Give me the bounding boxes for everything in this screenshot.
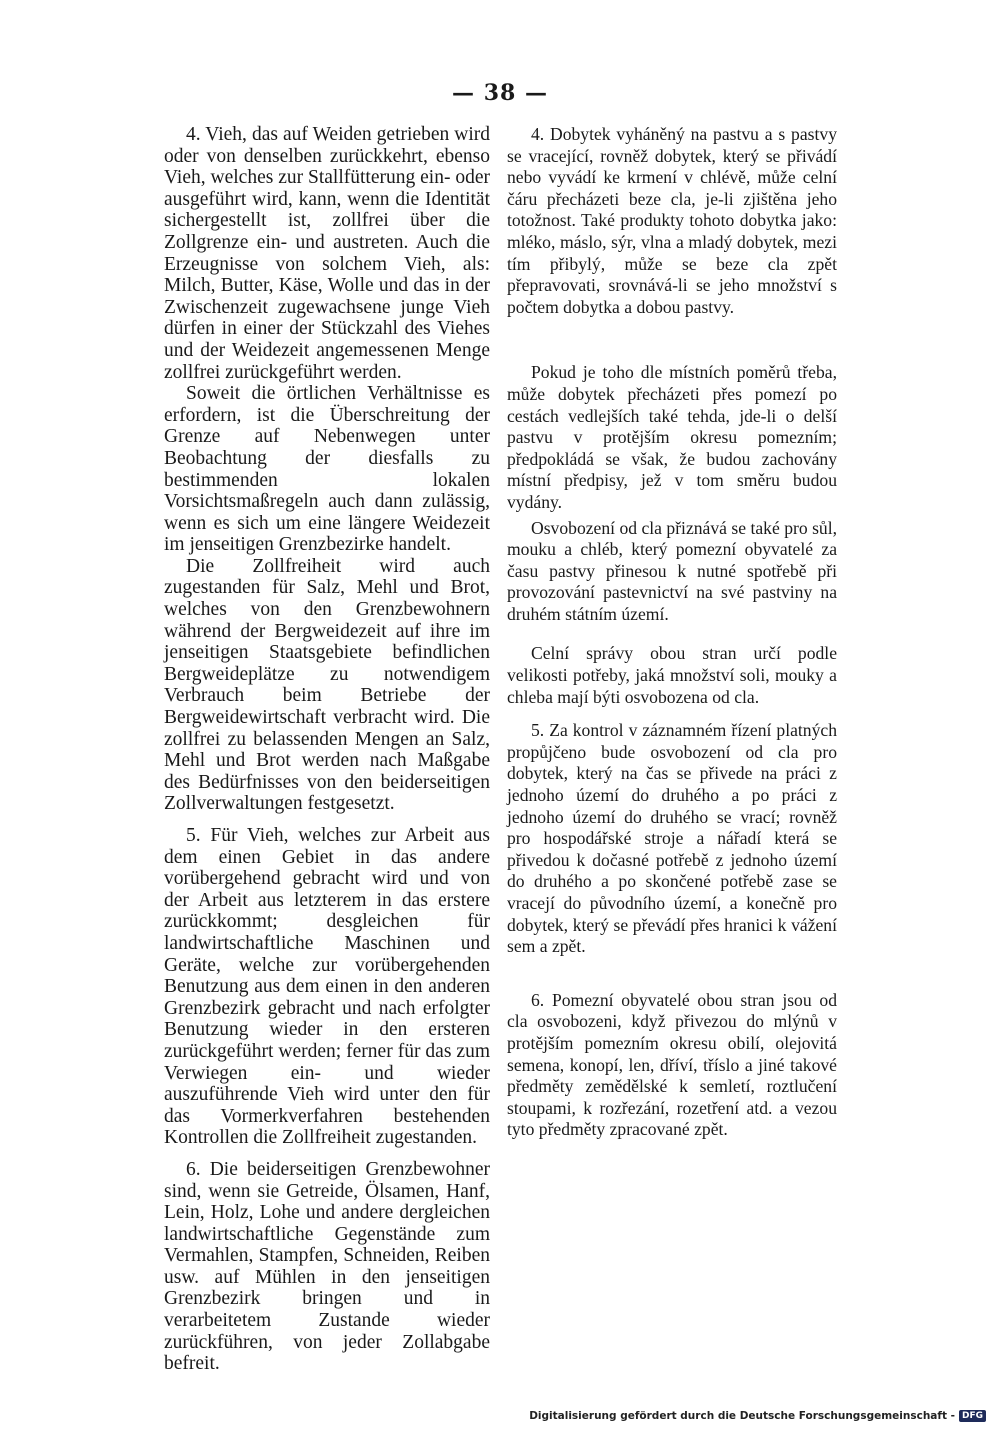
footer-credit: Digitalisierung gefördert durch die Deutsche Forschungsgemeinschaft - (529, 1410, 955, 1422)
german-paragraph-pasture-paths: Soweit die örtlichen Verhältnisse es erfordern, ist die Überschreitung der Grenze auf Nebenwegen unter Beobachtung der diesfalls zu bestimmenden lokalen Vorsichtsmaßregeln auch dann zulässig, wenn es sich um eine längere Weidezeit im jenseitigen Grenzbezirke handelt. (164, 383, 490, 556)
czech-paragraph-customs-amounts: Celní správy obou stran určí podle velikosti potřeby, jaká množství soli, mouky a chleba mají býti osvobozena od cla. (507, 643, 837, 707)
digitization-footer (0, 1410, 1000, 1422)
german-paragraph-5: 5. Für Vieh, welches zur Arbeit aus dem einen Gebiet in das andere vorübergehend gebracht wird und von der Arbeit aus letzterem in das erstere zurückkommt; desgleichen für landwirtschaftliche Maschinen und Geräte, welche zur vorübergehenden Benutzung aus dem einen in den anderen Grenzbezirk gebracht und nach erfolgter Benutzung wieder in den ersteren zurückgeführt werden; ferner für das zum Verwiegen ein- und wieder auszuführende Vieh wird unter den für das Vormerkverfahren bestehenden Kontrollen die Zollfreiheit zugestanden. (164, 825, 490, 1149)
german-paragraph-4: 4. Vieh, das auf Weiden getrieben wird oder von denselben zurückkehrt, ebenso Vieh, welches zur Stallfütterung ein- oder ausgeführt wird, kann, wenn die Identität sichergestellt ist, zollfrei über die Zollgrenze ein- und austreten. Auch die Erzeugnisse von solchem Vieh, als: Milch, Butter, Käse, Wolle und das in der Zwischenzeit zugewachsene junge Vieh dürfen in einer der Stückzahl des Viehes und der Weidezeit angemessenen Menge zollfrei zurückgeführt werden. (164, 124, 490, 383)
czech-paragraph-5: 5. Za kontrol v záznamném řízení platných propůjčeno bude osvobození od cla pro dobytek, který na čas se přivede na práci z jednoho území do druhého a po práci z jednoho území do druhého se vrací; rovněž pro hospodářské stroje a nářadí která se přivedou k dočasné potřebě z jednoho území do druhého a po skončené potřebě zase se vracejí do původního území, a konečně pro dobytek, který se převádí přes hranici k vážení sem a zpět. (507, 720, 837, 957)
czech-paragraph-6: 6. Pomezní obyvatelé obou stran jsou od cla osvobozeni, když přivezou do mlýnů v protějším pomezním okresu obilí, olejovitá semena, konopí, len, dříví, tříslo a jiné takové předměty zemědělské k semletí, roztlučení stoupami, k rozřezání, rozetření atd. a vezou tyto předměty zpracované zpět. (507, 989, 837, 1140)
czech-paragraph-pasture-paths: Pokud je toho dle místních poměrů třeba, může dobytek přecházeti přes pomezí po cestách vedlejších také tehda, jde-li o delší pastvu v protějším okresu pomezním; předpokládá se však, že budou zachovány místní předpisy, jež v tom směru budou vydány. (507, 362, 837, 512)
german-paragraph-salt-flour: Die Zollfreiheit wird auch zugestanden für Salz, Mehl und Brot, welches von den Grenzbewohnern während der Bergweidezeit auf ihre im jenseitigen Staatsgebiete befindlichen Bergweideplätze zu notwendigem Verbrauch beim Betriebe der Bergweidewirtschaft verbracht wird. Die zollfrei zu belassenden Mengen an Salz, Mehl und Brot werden nach Maßgabe des Bedürfnisses von den beiderseitigen Zollverwaltungen festgesetzt. (164, 555, 490, 815)
dfg-logo: DFG (959, 1410, 986, 1422)
page-number: — 38 — (452, 80, 548, 106)
german-paragraph-6: 6. Die beiderseitigen Grenzbewohner sind, wenn sie Getreide, Ölsamen, Hanf, Lein, Holz, Lohe und andere dergleichen landwirtschaftliche Gegenstände zum Vermahlen, Stampfen, Schneiden, Reiben usw. auf Mühlen in den jenseitigen Grenzbezirk bringen und in verarbeitetem Zustande wieder zurückführen, von jeder Zollabgabe befreit. (164, 1158, 490, 1375)
czech-paragraph-salt-flour: Osvobození od cla přiznává se také pro sůl, mouku a chléb, který pomezní obyvatelé za času pastvy přinesou k nutné spotřebě při provozování pastevnictví na své pastviny na druhém státním území. (507, 517, 837, 624)
german-column (164, 124, 490, 1375)
czech-paragraph-4: 4. Dobytek vyháněný na pastvu a s pastvy se vracející, rovněž dobytek, který se přivádí nebo vyvádí ke krmení v chlévě, může celní čáru přecházeti beze cla, je-li zjištěna jeho totožnost. Také produkty tohoto dobytka jako: mléko, máslo, sýr, vlna a mladý dobytek, mezi tím přibylý, může se beze cla zpět přepravovati, srovnává-li se jeho množství s počtem dobytka a dobou pastvy. (507, 124, 837, 317)
czech-column (507, 124, 837, 1141)
